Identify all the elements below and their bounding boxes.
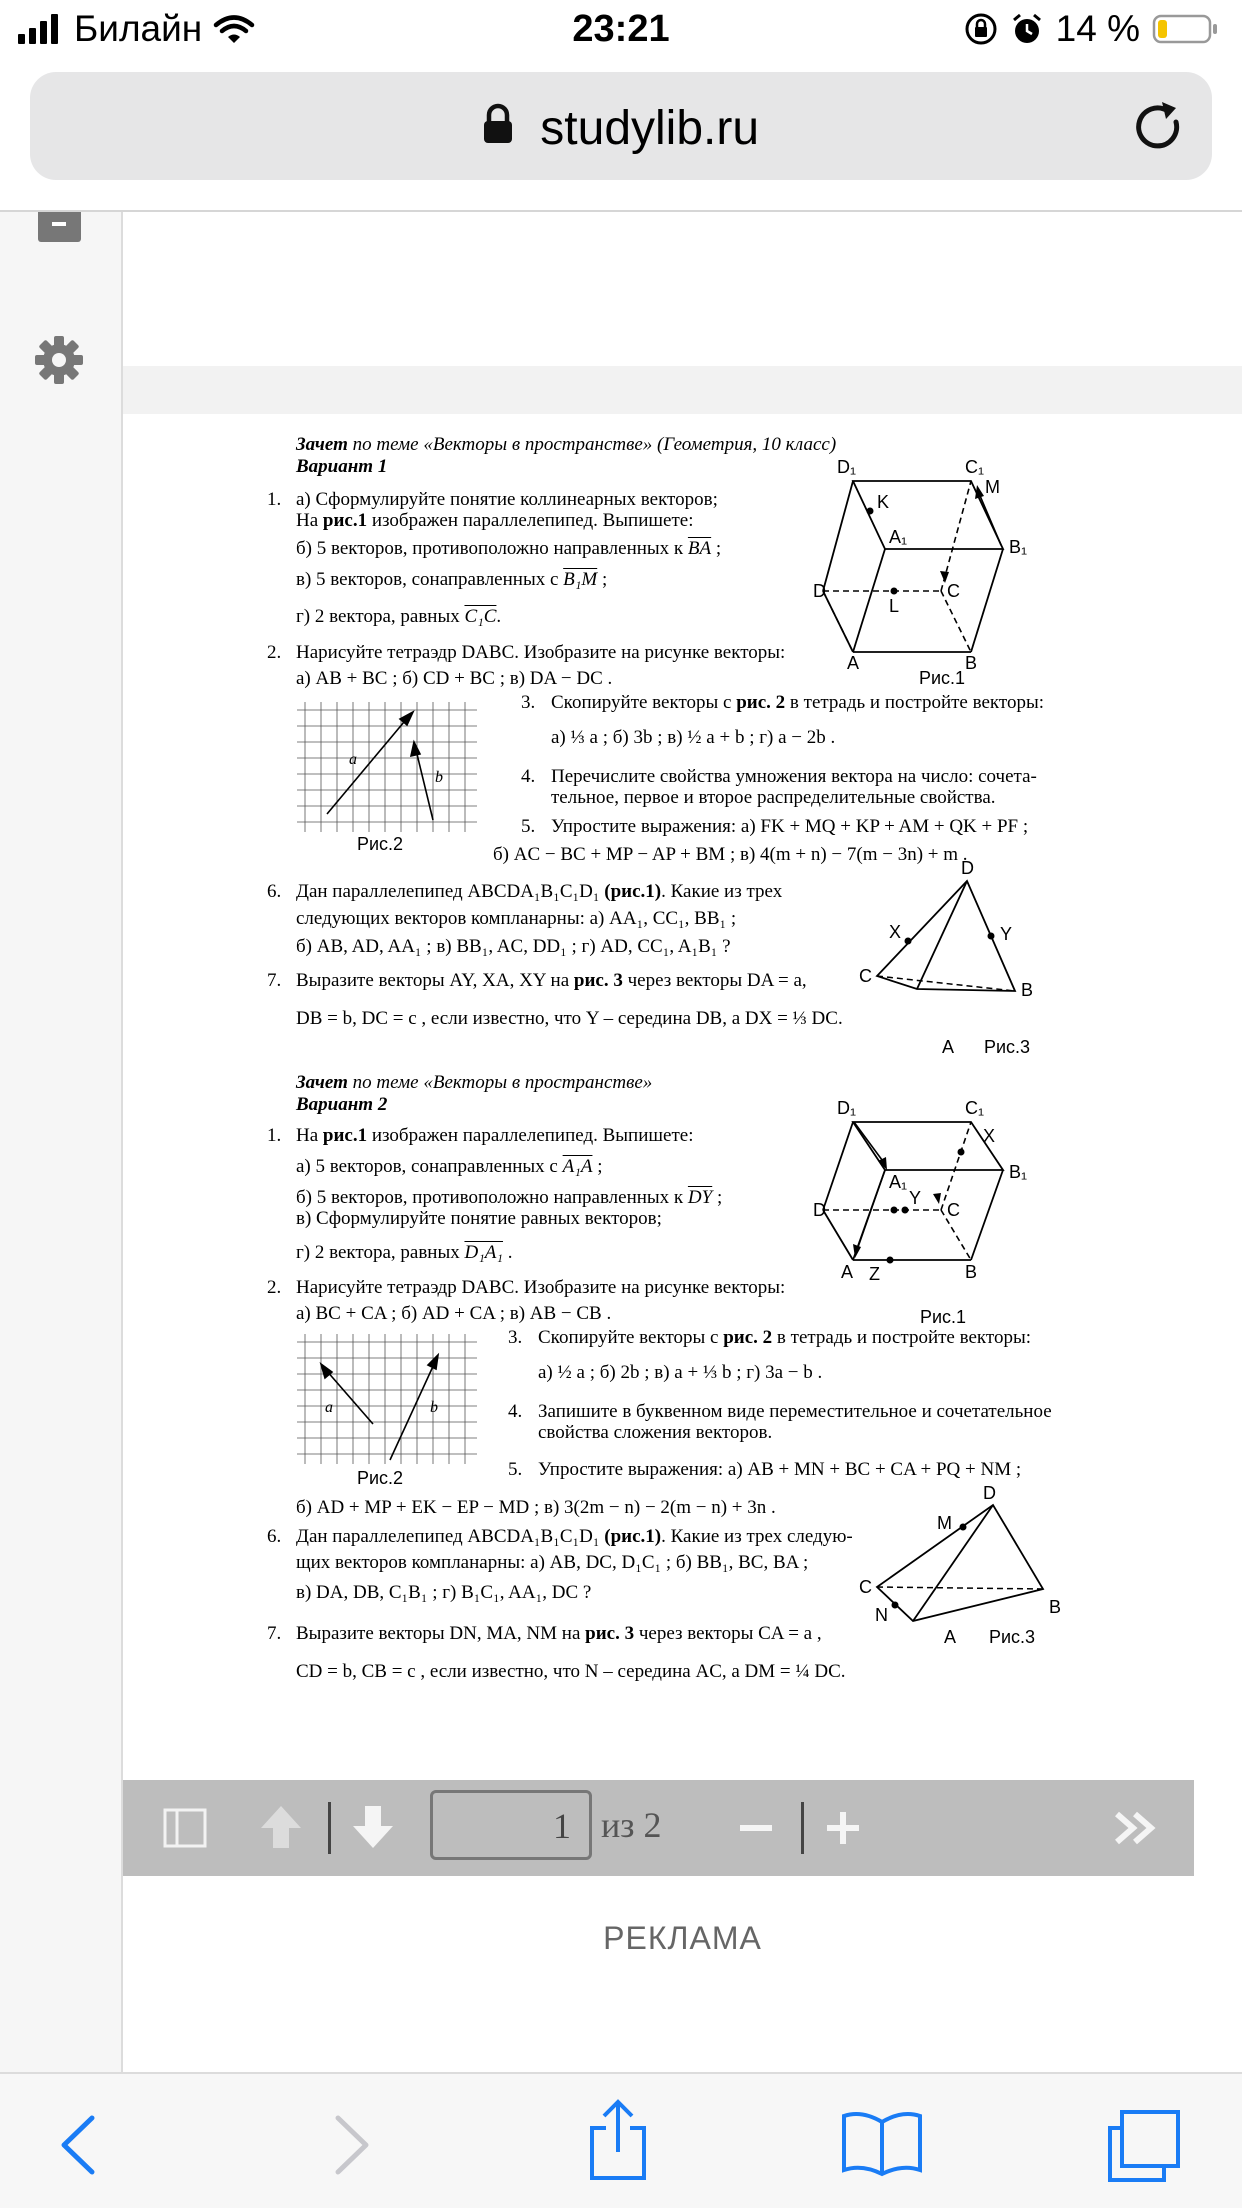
v1-fig3-label-d: D (961, 858, 974, 878)
gear-icon[interactable] (33, 334, 85, 386)
v2-q6-pre: Дан параллелепипед ABCDA₁B₁C₁D₁ (296, 1526, 600, 1547)
v1-q6-fig: (рис.1) (604, 881, 662, 902)
v1-q7-fig: рис. 3 (573, 970, 623, 991)
v2-fig1-label-a: A (841, 1262, 854, 1282)
v2-q3-pre: Скопируйте векторы с (538, 1327, 719, 1348)
page-number-input[interactable]: 1 (430, 1790, 592, 1860)
v2-fig3 (859, 1483, 1035, 1639)
v2-fig3-label-a: A (944, 1627, 957, 1647)
v1-q2a: а) AB + BC ; б) CD + BC ; в) DA − DC . (296, 668, 613, 689)
v1-q1b-pre: б) 5 векторов, противоположно направленных к (296, 538, 684, 559)
v2-fig1-label-a1: A₁ (889, 1172, 908, 1192)
v2-q1a-vec: A₁A (562, 1156, 593, 1177)
v1-q1b-post: ; (715, 538, 722, 559)
v2-fig3-label-b: B (1049, 1597, 1062, 1617)
v2-q1b-vec: $\overline{DY}$ (687, 1187, 713, 1208)
v2-q1d-vec: D₁A₁ (464, 1242, 504, 1263)
v2-fig2-grid (297, 1334, 477, 1488)
v2-q7-l2: CD = b, CB = c , если известно, что N – середина AC, а DM = ¼ DC. (296, 1661, 846, 1682)
v1-variant: Вариант 1 (296, 456, 388, 477)
v1-q3-pre: Скопируйте векторы с (551, 692, 732, 713)
v1-num-4: 4. (521, 766, 536, 787)
back-icon[interactable] (58, 2114, 98, 2176)
v2-fig1-caption: Рис.1 (920, 1307, 967, 1327)
v2-q1b-pre: б) 5 векторов, противоположно направленных к (296, 1187, 684, 1208)
v2-fig3-label-n: N (875, 1605, 888, 1625)
v1-q1d-post: . (496, 606, 502, 627)
v1-q6-l2: следующих векторов компланарны: а) AA₁, CC₁, BB₁ ; (296, 908, 737, 929)
v1-fig1 (813, 457, 1033, 673)
v2-q6-post: . Какие из трех следую- (661, 1526, 853, 1547)
v1-q1b-vec: $\overline{BA}$ (687, 538, 712, 559)
v1-q1d-vec: C₁C (464, 606, 497, 627)
v2-fig1 (813, 1098, 1033, 1310)
v2-num-1: 1. (267, 1125, 282, 1146)
v2-q5-l1: Упростите выражения: а) AB + MN + BC + CA + PQ + NM ; (538, 1459, 1022, 1480)
v1-q1-intro-pre: На (296, 510, 319, 531)
v1-fig1-label-b: B (965, 653, 978, 673)
v1-q1c-pre: в) 5 векторов, сонаправленных с (296, 569, 559, 590)
v1-q1a: а) Сформулируйте понятие коллинеарных векторов; (296, 489, 718, 510)
v2-q5-l2: б) AD + MP + EK − EP − MD ; в) 3(2m − n) − 2(m − n) + 3n . (296, 1497, 776, 1518)
v1-heading-bold: Зачет (296, 434, 348, 455)
alarm-icon (1010, 12, 1044, 46)
v1-fig3-label-a: A (942, 1037, 955, 1057)
pdf-sidebar (0, 212, 122, 2072)
next-page-icon[interactable] (351, 1802, 395, 1852)
v2-q3a: а) ½ a ; б) 2b ; в) a + ⅓ b ; г) 3a − b . (538, 1362, 823, 1383)
v2-q1d-post: . (507, 1242, 513, 1263)
forward-icon[interactable] (332, 2114, 372, 2176)
v2-q6-fig: (рис.1) (604, 1526, 662, 1547)
v2-fig1-label-b1: B₁ (1009, 1162, 1028, 1182)
v1-q7-pre: Выразите векторы AY, XA, XY на (296, 970, 570, 991)
v2-q1-post: изображен параллелепипед. Выпишете: (371, 1125, 694, 1146)
v2-num-3: 3. (508, 1327, 523, 1348)
v2-heading-bold: Зачет (296, 1072, 348, 1093)
v2-q4-l1: Запишите в буквенном виде переместительное и сочетательное (538, 1401, 1052, 1422)
v2-q1b-post: ; (716, 1187, 723, 1208)
v2-fig1-label-d: D (813, 1200, 826, 1220)
v1-fig1-label-m: M (985, 477, 1000, 497)
v1-num-3: 3. (521, 692, 536, 713)
v1-q1-intro-post: изображен параллелепипед. Выпишете: (371, 510, 694, 531)
v1-q1c-vec: B₁M (563, 569, 598, 590)
v1-fig3 (859, 858, 1035, 1000)
v1-num-7: 7. (267, 970, 282, 991)
v1-q5-l2: б) AC − BC + MP − AP + BM ; в) 4(m + n) − 7(m − 3n) + m . (493, 844, 968, 865)
v2-fig3-label-d: D (983, 1483, 996, 1503)
tabs-icon[interactable] (1106, 2108, 1182, 2184)
v2-num-6: 6. (267, 1526, 282, 1547)
previous-page-icon[interactable] (259, 1802, 303, 1852)
v2-num-4: 4. (508, 1401, 523, 1422)
v1-q3a: а) ⅓ a ; б) 3b ; в) ½ a + b ; г) a − 2b . (551, 727, 836, 748)
v1-fig2-label-a: a (349, 751, 357, 768)
v2-fig3-caption: Рис.3 (989, 1627, 1036, 1647)
v2-heading: по теме «Векторы в пространстве» (352, 1072, 653, 1093)
v2-fig1-label-b: B (965, 1262, 978, 1282)
v1-num-2: 2. (267, 642, 282, 663)
lock-icon (483, 104, 513, 144)
v2-q2a: а) BC + CA ; б) AD + CA ; в) AB − CB . (296, 1303, 612, 1324)
v1-fig1-label-c1: C₁ (965, 457, 985, 477)
reload-icon[interactable] (1132, 100, 1184, 152)
v1-q4-l2: тельное, первое и второе распределительные свойства. (551, 787, 996, 808)
status-time: 23:21 (572, 8, 670, 50)
share-icon[interactable] (586, 2098, 650, 2182)
v1-fig1-label-b1: B₁ (1009, 537, 1028, 557)
v2-fig2-caption: Рис.2 (357, 1468, 404, 1488)
v1-q7-post: через векторы DA = a, (627, 970, 807, 991)
v1-fig2-caption: Рис.2 (357, 834, 404, 854)
v2-q7-fig: рис. 3 (585, 1623, 635, 1644)
carrier-name: Билайн (74, 8, 203, 49)
v1-fig2-grid (297, 702, 477, 852)
v2-num-5: 5. (508, 1459, 523, 1480)
v1-q6-post: . Какие из трех (661, 881, 783, 902)
v2-num-7: 7. (267, 1623, 282, 1644)
v1-fig1-caption: Рис.1 (919, 668, 966, 688)
v1-q6-pre: Дан параллелепипед ABCDA₁B₁C₁D₁ (296, 881, 600, 902)
more-tools-icon[interactable] (1113, 1810, 1161, 1846)
v1-num-1: 1. (267, 489, 282, 510)
v2-fig1-label-c: C (947, 1200, 960, 1220)
v2-q4-l2: свойства сложения векторов. (538, 1422, 773, 1443)
v2-q7-post: через векторы CA = a , (638, 1623, 822, 1644)
ad-label: РЕКЛАМА (603, 1920, 762, 1956)
v2-fig1-label-x: X (983, 1126, 996, 1146)
v2-fig1-label-z: Z (869, 1264, 880, 1284)
url-text: studylib.ru (540, 101, 760, 155)
v2-fig1-label-c1: C₁ (965, 1098, 985, 1118)
v1-num-5: 5. (521, 816, 536, 837)
zoom-in-icon[interactable] (825, 1810, 861, 1846)
v2-q1a-pre: а) 5 векторов, сонаправленных с (296, 1156, 558, 1177)
v2-fig2-label-a: a (325, 1399, 333, 1416)
rotation-lock-icon (964, 12, 998, 46)
v1-q4-l1: Перечислите свойства умножения вектора на число: сочета- (551, 766, 1037, 787)
address-bar[interactable] (30, 72, 1212, 180)
page-count: из 2 (601, 1805, 662, 1845)
status-bar (0, 0, 1242, 64)
v1-q6-l3: б) AB, AD, AA₁ ; в) BB₁, AC, DD₁ ; г) AD, CC₁, A₁B₁ ? (296, 936, 731, 957)
v1-fig1-label-c: C (947, 581, 960, 601)
v1-fig1-label-d1: D₁ (837, 457, 857, 477)
v1-fig3-label-b: B (1021, 980, 1034, 1000)
browser-bottom-bar (0, 2072, 1242, 2208)
v2-q6-l3: в) DA, DB, C₁B₁ ; г) B₁C₁, AA₁, DC ? (296, 1582, 592, 1603)
v1-num-6: 6. (267, 881, 282, 902)
v2-variant: Вариант 2 (296, 1094, 388, 1115)
battery-percent: 14 % (1055, 8, 1140, 49)
v1-fig1-label-a1: A₁ (889, 527, 908, 547)
v1-fig1-label-d: D (813, 581, 826, 601)
v2-q1-fig: рис.1 (322, 1125, 368, 1146)
v1-q3-fig: рис. 2 (736, 692, 786, 713)
v2-q3-fig: рис. 2 (723, 1327, 773, 1348)
v1-fig3-label-c: C (859, 966, 872, 986)
zoom-out-icon[interactable] (738, 1810, 774, 1846)
v2-fig1-label-y: Y (909, 1188, 922, 1208)
v2-q2: Нарисуйте тетраэдр DABC. Изобразите на рисунке векторы: (296, 1277, 786, 1298)
v1-heading: по теме «Векторы в пространстве» (Геометрия, 10 класс) (352, 434, 837, 455)
v2-fig3-label-c: C (859, 1577, 872, 1597)
battery-icon (1152, 13, 1218, 45)
v2-q6-l2: щих векторов компланарны: а) AB, DC, D₁C₁ ; б) BB₁, BC, BA ; (296, 1552, 809, 1573)
v1-q5-l1: Упростите выражения: а) FK + MQ + KP + AM + QK + PF ; (551, 816, 1029, 837)
v2-q1c: в) Сформулируйте понятие равных векторов; (296, 1208, 662, 1229)
v2-q1-pre: На (296, 1125, 319, 1146)
bookmarks-icon[interactable] (840, 2110, 924, 2176)
v2-q1d-pre: г) 2 вектора, равных (296, 1242, 460, 1263)
v1-q1c-post: ; (601, 569, 608, 590)
pdf-page (123, 414, 1242, 1780)
pdf-toolbar (123, 1780, 1194, 1876)
v2-q1a-post: ; (597, 1156, 603, 1177)
sidebar-toggle-icon[interactable] (163, 1808, 207, 1848)
v2-fig3-label-m: M (937, 1513, 952, 1533)
v2-q3-post: в тетрадь и постройте векторы: (776, 1327, 1031, 1348)
v1-fig3-label-y: Y (1000, 924, 1013, 944)
v2-q7-pre: Выразите векторы DN, MA, NM на (296, 1623, 581, 1644)
v2-fig2-label-b: b (430, 1399, 438, 1416)
v1-fig3-caption: Рис.3 (984, 1037, 1031, 1057)
v1-fig1-label-l: L (889, 596, 900, 616)
v1-q7-l2: DB = b, DC = c , если известно, что Y – середина DB, а DX = ⅓ DC. (296, 1008, 843, 1029)
v1-q1d-pre: г) 2 вектора, равных (296, 606, 460, 627)
v1-fig1-label-a: A (847, 653, 860, 673)
v2-num-2: 2. (267, 1277, 282, 1298)
v1-fig2-label-b: b (435, 769, 443, 786)
v1-fig1-label-k: K (877, 492, 890, 512)
v1-fig3-label-x: X (889, 922, 902, 942)
v1-q1-intro-fig: рис.1 (322, 510, 368, 531)
collapse-icon[interactable] (38, 212, 81, 242)
v1-q2: Нарисуйте тетраэдр DABC. Изобразите на рисунке векторы: (296, 642, 786, 663)
v2-fig1-label-d1: D₁ (837, 1098, 857, 1118)
v1-q3-post: в тетрадь и постройте векторы: (789, 692, 1044, 713)
